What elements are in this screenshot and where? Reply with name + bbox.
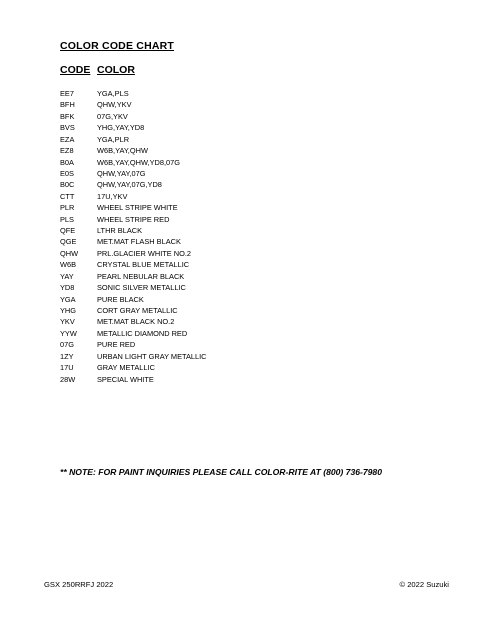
color-code: QGE — [60, 237, 77, 247]
color-name: GRAY METALLIC — [97, 363, 155, 373]
color-code: B0C — [60, 180, 75, 190]
color-name: WHEEL STRIPE WHITE — [97, 203, 178, 213]
color-code: 07G — [60, 340, 74, 350]
color-name: URBAN LIGHT GRAY METALLIC — [97, 351, 207, 361]
footer-copyright: © 2022 Suzuki — [399, 580, 449, 589]
color-code: E0S — [60, 168, 74, 178]
color-name: YGA,PLS — [97, 89, 129, 98]
footer-model: GSX 250RRFJ 2022 — [44, 580, 114, 589]
color-name: CRYSTAL BLUE METALLIC — [97, 260, 190, 270]
color-code: BFK — [60, 111, 75, 121]
color-name: QHW,YAY,07G — [97, 168, 146, 178]
color-code: CTT — [60, 191, 75, 201]
color-code: YYW — [60, 328, 77, 338]
color-code: YKV — [60, 317, 75, 327]
color-code: EZ8 — [60, 146, 74, 156]
color-code: QHW — [60, 248, 79, 258]
color-code: 17U — [60, 363, 74, 373]
color-name: PRL.GLACIER WHITE NO.2 — [97, 248, 192, 258]
color-code: BVS — [60, 123, 75, 133]
color-code: YD8 — [60, 283, 75, 293]
color-name: LTHR BLACK — [97, 226, 143, 236]
color-name: PURE BLACK — [97, 294, 144, 304]
color-name: PURE RED — [97, 340, 136, 350]
color-code: EE7 — [60, 89, 74, 98]
color-name: W6B,YAY,QHW — [97, 146, 148, 156]
color-code: PLR — [60, 203, 75, 213]
color-name: MET.MAT BLACK NO.2 — [97, 317, 175, 327]
color-code: QFE — [60, 226, 76, 236]
color-code: YAY — [60, 271, 74, 281]
color-code: EZA — [60, 134, 75, 144]
color-code: YGA — [60, 294, 76, 304]
color-name: METALLIC DIAMOND RED — [97, 328, 188, 338]
color-name: 17U,YKV — [97, 191, 128, 201]
color-code: W6B — [60, 260, 77, 270]
color-column-header: COLOR — [97, 64, 135, 76]
color-code: 28W — [60, 374, 76, 384]
color-name: SPECIAL WHITE — [97, 374, 154, 384]
color-name: MET.MAT FLASH BLACK — [97, 237, 181, 247]
code-column-header: CODE — [60, 64, 91, 76]
color-name: PEARL NEBULAR BLACK — [97, 271, 185, 281]
color-name: QHW,YKV — [97, 100, 132, 110]
color-name: WHEEL STRIPE RED — [97, 214, 170, 224]
color-name: SONIC SILVER METALLIC — [97, 283, 186, 293]
color-name: CORT GRAY METALLIC — [97, 306, 178, 316]
color-name: QHW,YAY,07G,YD8 — [97, 180, 162, 190]
color-code: BFH — [60, 100, 75, 110]
color-code: PLS — [60, 214, 74, 224]
color-name: YGA,PLR — [97, 134, 130, 144]
color-code: YHG — [60, 306, 77, 316]
color-name: W6B,YAY,QHW,YD8,07G — [97, 157, 180, 167]
color-name: 07G,YKV — [97, 111, 128, 121]
color-code: B0A — [60, 157, 74, 167]
color-name: YHG,YAY,YD8 — [97, 123, 145, 133]
color-code: 1ZY — [60, 351, 74, 361]
paint-inquiry-note: ** NOTE: FOR PAINT INQUIRIES PLEASE CALL COLOR-RITE AT (800) 736-7980 — [60, 467, 382, 477]
page-title: COLOR CODE CHART — [60, 40, 175, 52]
